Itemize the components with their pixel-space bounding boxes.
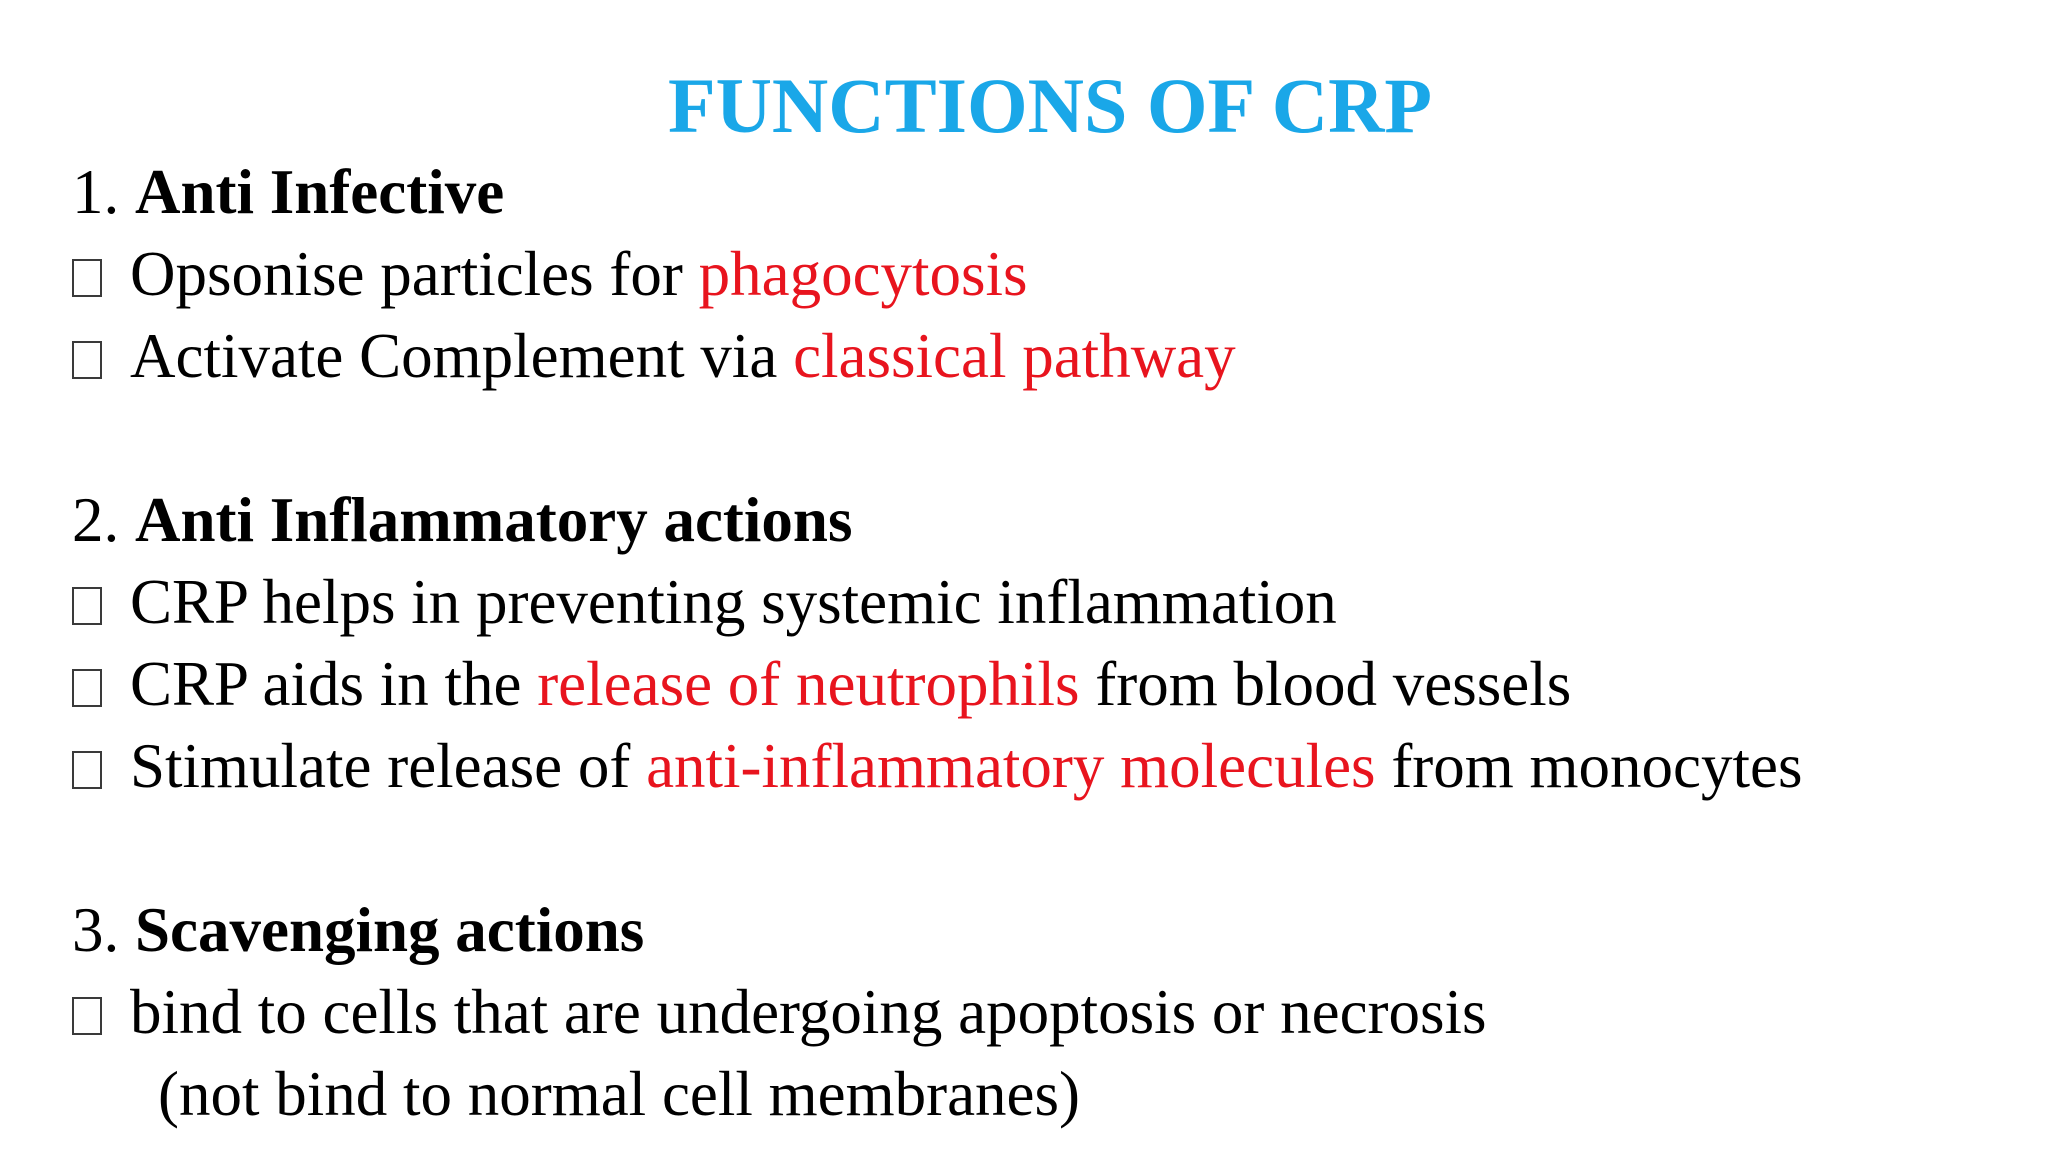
bullet-text-after: from monocytes [1375,731,1803,801]
checkbox-square-icon [72,259,102,297]
bullet-item [72,644,1571,724]
bullet-highlight: anti-inflammatory molecules [646,731,1376,801]
checkbox-square-icon [72,669,102,707]
section-2-heading [72,480,852,560]
bullet-highlight: classical pathway [793,321,1236,391]
section-1-heading [72,152,504,232]
bullet-highlight: phagocytosis [698,239,1028,309]
slide-title: FUNCTIONS OF CRP [667,62,1433,149]
section-heading: Scavenging actions [135,895,645,965]
checkbox-square-icon [72,587,102,625]
bullet-text: Stimulate release of [130,731,647,801]
bullet-item [72,234,1028,314]
section-number: 1. [72,157,120,227]
bullet-text: CRP aids in the [130,649,538,719]
section-heading: Anti Infective [135,157,505,227]
bullet-highlight: release of neutrophils [537,649,1080,719]
bullet-item [72,562,1337,642]
bullet-item [72,726,1803,806]
bullet-text-after: from blood vessels [1079,649,1572,719]
bullet-continuation: (not bind to normal cell membranes) [158,1059,1080,1129]
bullet-text: CRP helps in preventing systemic inflammation [130,567,1337,637]
checkbox-square-icon [72,997,102,1035]
bullet-text: Activate Complement via [130,321,794,391]
section-number: 3. [72,895,120,965]
section-3-heading [72,890,644,970]
bullet-item [72,972,1487,1052]
bullet-text: bind to cells that are undergoing apoptosis or necrosis [130,977,1487,1047]
checkbox-square-icon [72,341,102,379]
checkbox-square-icon [72,751,102,789]
section-heading: Anti Inflammatory actions [135,485,853,555]
section-number: 2. [72,485,120,555]
bullet-text: Opsonise particles for [130,239,699,309]
bullet-item [72,316,1236,396]
